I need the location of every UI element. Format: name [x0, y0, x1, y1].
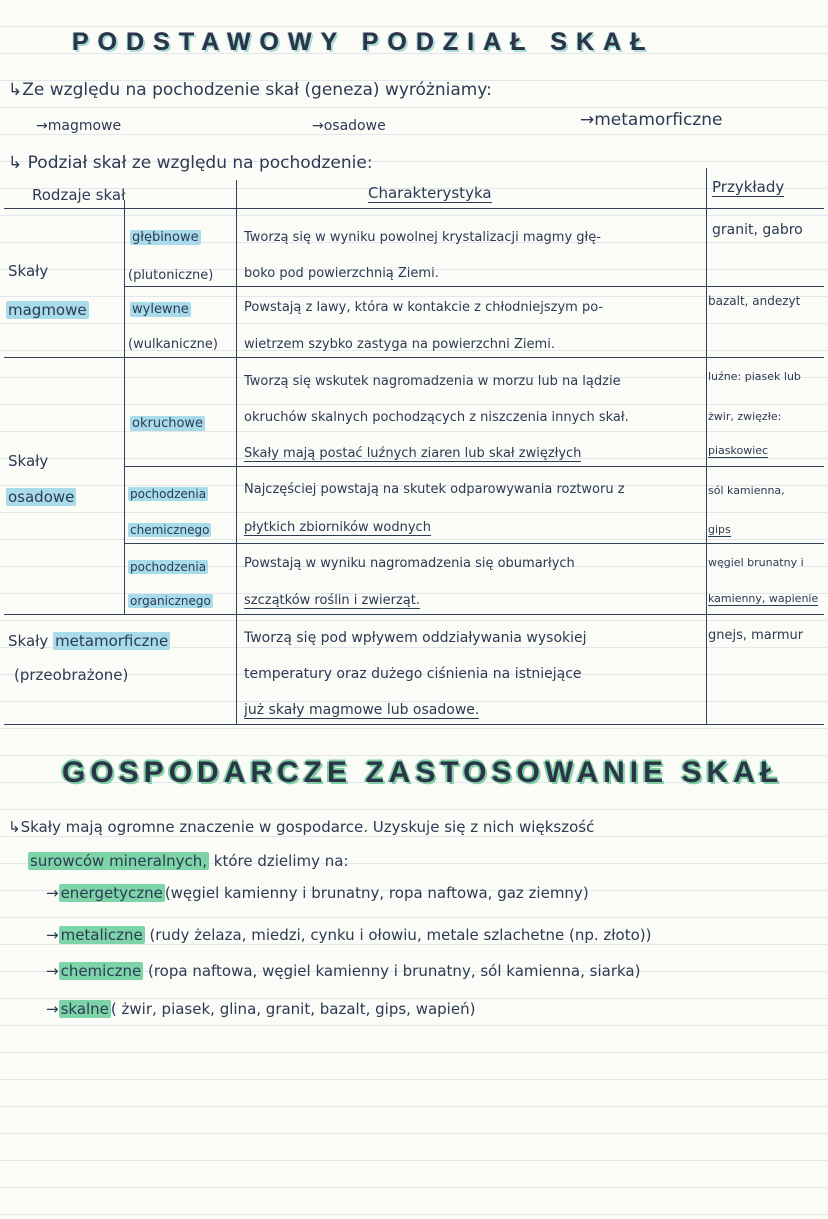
- meta-char-c: już skały magmowe lub osadowe.: [244, 702, 480, 718]
- os-sub1-char-b: okruchów skalnych pochodzących z niszczenia innych skał.: [244, 410, 629, 425]
- type-magmowe: →magmowe: [36, 118, 122, 134]
- section2-line2: [28, 852, 349, 870]
- resource-rest: (ropa naftowa, węgiel kamienny i brunatny, sól kamienna, siarka): [143, 962, 641, 980]
- table-vline-sub: [124, 200, 125, 614]
- resource-label: metaliczne: [60, 926, 143, 944]
- resource-label: chemiczne: [60, 962, 142, 980]
- mag-group-2: magmowe: [8, 301, 87, 319]
- subtitle-line: ↳ Podział skał ze względu na pochodzenie:: [8, 153, 373, 173]
- os-sub3-char-b: szczątków roślin i zwierząt.: [244, 593, 420, 608]
- os-sub1-char-c: Skały mają postać luźnych ziaren lub skał zwięzłych: [244, 446, 582, 461]
- os-group-1: Skały: [8, 452, 49, 470]
- mag-sub2-b: (wulkaniczne): [128, 337, 218, 352]
- meta-char-a: Tworzą się pod wpływem oddziaływania wysokiej: [244, 630, 587, 646]
- os-sub2-a: pochodzenia: [130, 487, 207, 501]
- os-sub3-b: organicznego: [130, 594, 211, 608]
- meta-group-a: [8, 632, 170, 650]
- table-vline-ex: [706, 168, 707, 724]
- os-sub1-ex-c: piaskowiec: [708, 444, 769, 457]
- os-sub2-char-a: Najczęściej powstają na skutek odparowywania roztworu z: [244, 482, 625, 497]
- table-header-line: [4, 208, 824, 209]
- table-vline-char: [236, 180, 237, 724]
- table-line-os-sub1: [124, 466, 824, 467]
- arrow-icon: →: [46, 962, 59, 980]
- os-sub2-ex-b: gips: [708, 523, 731, 536]
- header-char: Charakterystyka: [368, 184, 492, 202]
- os-sub1-ex-b: żwir, zwięzłe:: [708, 410, 782, 423]
- section2-line2-hl: surowców mineralnych,: [30, 852, 208, 870]
- arrow-icon: →: [46, 926, 59, 944]
- mag-sub2-char-b: wietrzem szybko zastyga na powierzchni Ziemi.: [244, 337, 555, 352]
- header-kind: Rodzaje skał: [32, 186, 126, 204]
- mag-sub2-char-a: Powstają z lawy, która w kontakcie z chłodniejszym po-: [244, 300, 604, 315]
- meta-char-b: temperatury oraz dużego ciśnienia na istniejące: [244, 666, 582, 682]
- table-line-os-sub2: [124, 543, 824, 544]
- meta-group-a-1: Skały: [8, 632, 49, 650]
- os-sub2-ex-a: sól kamienna,: [708, 484, 785, 497]
- os-sub3-ex-b: kamienny, wapienie: [708, 592, 819, 605]
- resource-label: energetyczne: [60, 884, 163, 902]
- os-sub1-char-a: Tworzą się wskutek nagromadzenia w morzu lub na lądzie: [244, 374, 621, 389]
- resource-label: skalne: [60, 1000, 109, 1018]
- resource-rest: (węgiel kamienny i brunatny, ropa naftowa, gaz ziemny): [164, 884, 589, 902]
- meta-group-a-2: metamorficzne: [55, 632, 169, 650]
- mag-sub2-a: wylewne: [132, 302, 189, 317]
- section2-line1: ↳Skały mają ogromne znaczenie w gospodarce. Uzyskuje się z nich większość: [8, 818, 595, 836]
- meta-ex: gnejs, marmur: [708, 628, 804, 643]
- table-line-end: [4, 724, 824, 725]
- resource-item: [46, 884, 589, 902]
- os-group-2: osadowe: [8, 488, 75, 506]
- resource-rest: (rudy żelaza, miedzi, cynku i ołowiu, metale szlachetne (np. złoto)): [144, 926, 652, 944]
- os-sub1: okruchowe: [132, 416, 204, 431]
- os-sub1-ex-a: luźne: piasek lub: [708, 370, 801, 383]
- mag-sub1-ex: granit, gabro: [712, 222, 803, 238]
- intro-line: ↳Ze względu na pochodzenie skał (geneza) wyróżniamy:: [8, 80, 492, 100]
- mag-sub1-a: głębinowe: [132, 230, 199, 245]
- os-sub3-a: pochodzenia: [130, 560, 207, 574]
- table-line-mag-end: [4, 357, 824, 358]
- resource-item: [46, 926, 651, 944]
- os-sub2-b: chemicznego: [130, 523, 210, 537]
- arrow-icon: →: [46, 1000, 59, 1018]
- section2-title: GOSPODARCZE ZASTOSOWANIE SKAŁ: [62, 756, 784, 789]
- table-line-os-end: [4, 614, 824, 615]
- mag-group-1: Skały: [8, 262, 49, 280]
- os-sub2-char-b: płytkich zbiorników wodnych: [244, 520, 431, 535]
- resource-item: [46, 962, 640, 980]
- mag-sub1-b: (plutoniczne): [128, 268, 214, 283]
- header-examples: Przykłady: [712, 178, 785, 196]
- mag-sub1-char-b: boko pod powierzchnią Ziemi.: [244, 266, 439, 281]
- os-sub3-char-a: Powstają w wyniku nagromadzenia się obumarłych: [244, 556, 575, 571]
- resource-item: [46, 1000, 475, 1018]
- page-title: PODSTAWOWY PODZIAŁ SKAŁ: [72, 28, 655, 56]
- arrow-icon: →: [46, 884, 59, 902]
- resource-rest: ( żwir, piasek, glina, granit, bazalt, gips, wapień): [110, 1000, 476, 1018]
- os-sub3-ex-a: węgiel brunatny i: [708, 556, 804, 569]
- type-osadowe: →osadowe: [312, 118, 386, 134]
- meta-group-c: (przeobrażone): [14, 666, 129, 684]
- table-line-mag-sub: [124, 286, 824, 287]
- type-metamorficzne: →metamorficzne: [580, 110, 723, 130]
- section2-line2-rest: które dzielimy na:: [209, 852, 349, 870]
- mag-sub1-char-a: Tworzą się w wyniku powolnej krystalizacji magmy głę-: [244, 230, 601, 245]
- mag-sub2-ex: bazalt, andezyt: [708, 294, 801, 308]
